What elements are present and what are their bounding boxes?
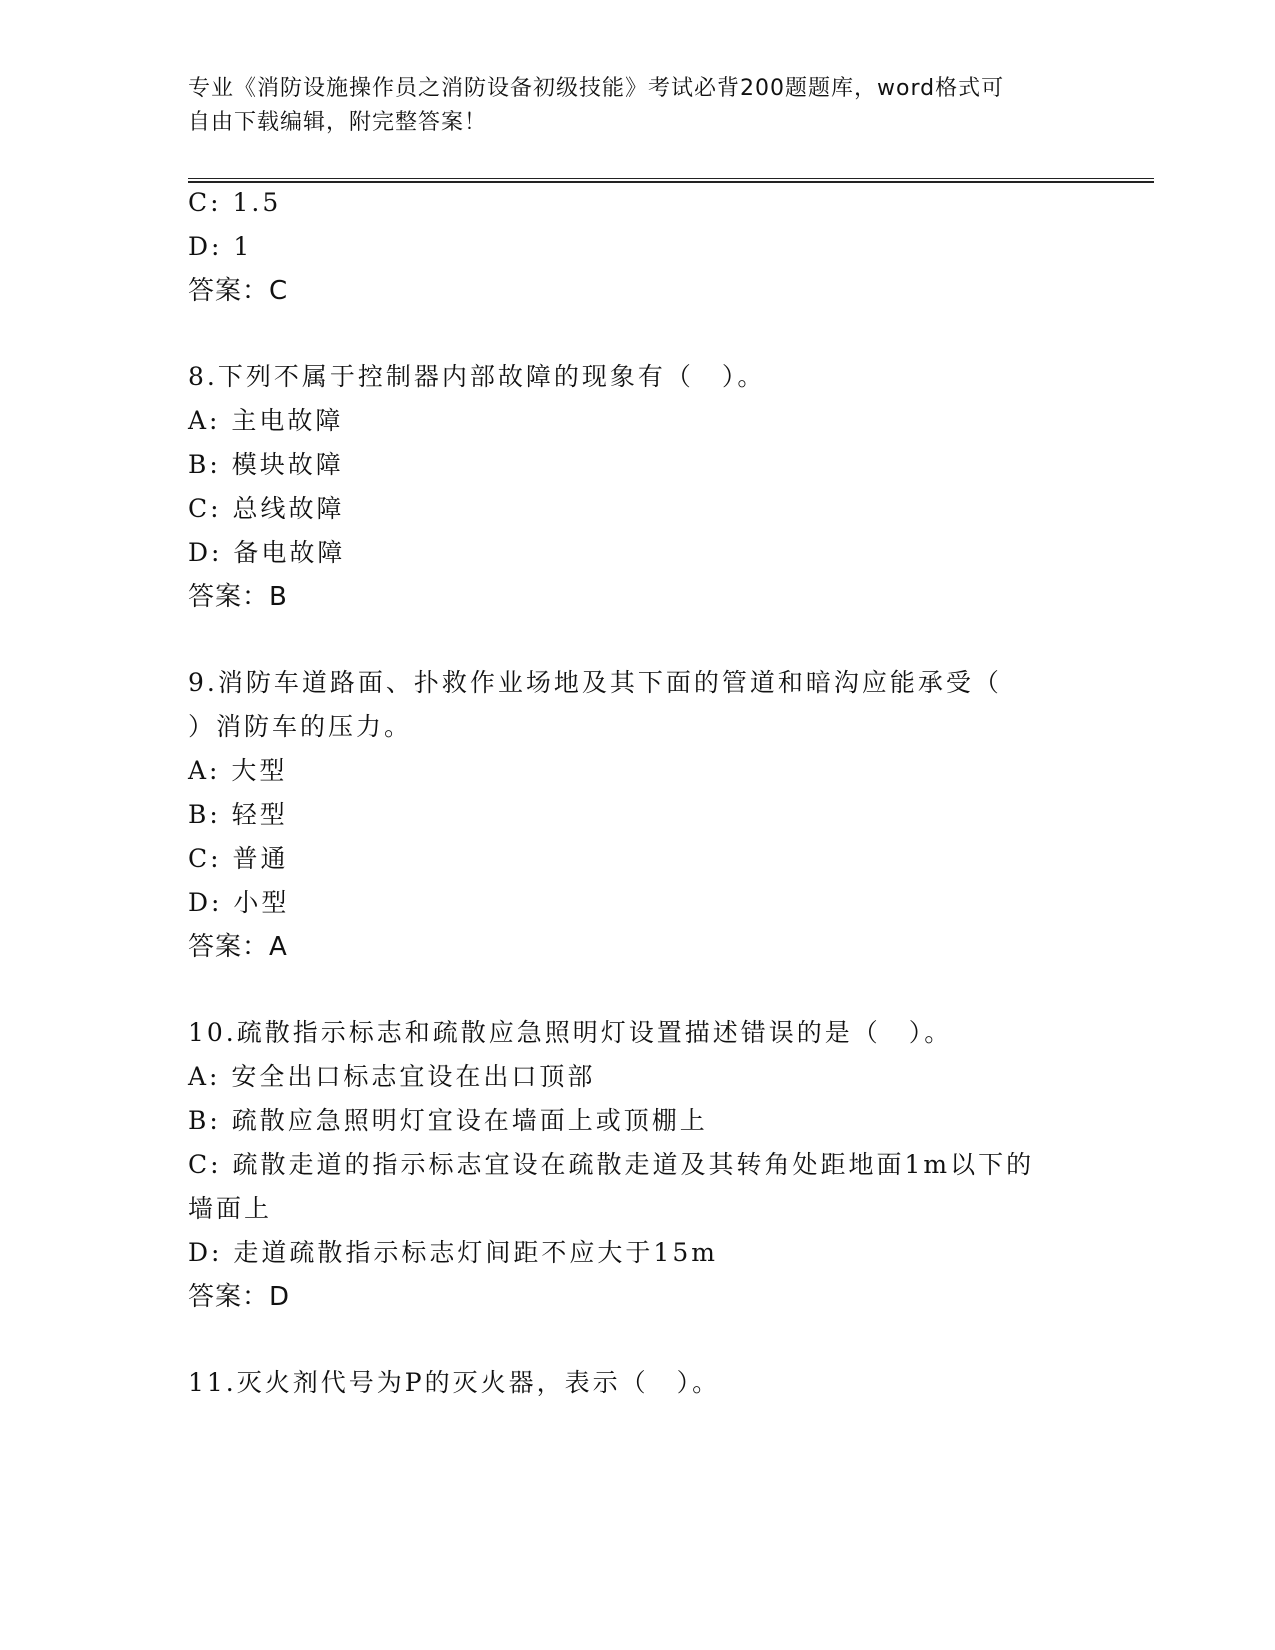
question-10-option-a: A: 安全出口标志宜设在出口顶部 xyxy=(188,1062,596,1091)
question-9-option-a: A: 大型 xyxy=(188,756,288,785)
question-9-option-c: C: 普通 xyxy=(188,844,289,873)
header-title-line-1: 专业《消防设施操作员之消防设备初级技能》考试必背200题题库，word格式可 xyxy=(188,76,1005,101)
question-9-stem-line-1: 9.消防车道路面、扑救作业场地及其下面的管道和暗沟应能承受（ xyxy=(188,668,1002,697)
header-divider xyxy=(188,178,1154,183)
question-9-answer: 答案：A xyxy=(188,932,288,962)
question-8-option-c: C: 总线故障 xyxy=(188,494,345,523)
prev-option-c: C: 1.5 xyxy=(188,188,282,217)
question-9-option-b: B: 轻型 xyxy=(188,800,288,829)
question-11-stem: 11.灭火剂代号为P的灭火器，表示（ ）。 xyxy=(188,1368,721,1397)
question-10-option-b: B: 疏散应急照明灯宜设在墙面上或顶棚上 xyxy=(188,1106,708,1135)
question-8-stem: 8.下列不属于控制器内部故障的现象有（ ）。 xyxy=(188,362,766,391)
question-10-option-c-continued: 墙面上 xyxy=(188,1194,273,1223)
question-10-answer: 答案：D xyxy=(188,1282,291,1312)
question-10-option-d: D: 走道疏散指示标志灯间距不应大于15m xyxy=(188,1238,718,1267)
question-8-option-d: D: 备电故障 xyxy=(188,538,346,567)
question-10-stem: 10.疏散指示标志和疏散应急照明灯设置描述错误的是（ ）。 xyxy=(188,1018,953,1047)
question-8-answer: 答案：B xyxy=(188,582,288,612)
prev-option-d: D: 1 xyxy=(188,232,253,261)
question-9-option-d: D: 小型 xyxy=(188,888,290,917)
document-header xyxy=(188,72,1068,140)
question-8-option-a: A: 主电故障 xyxy=(188,406,344,435)
question-10-option-c: C: 疏散走道的指示标志宜设在疏散走道及其转角处距地面1m以下的 xyxy=(188,1150,1035,1179)
question-9-stem-line-2: ）消防车的压力。 xyxy=(188,712,413,741)
question-8-option-b: B: 模块故障 xyxy=(188,450,344,479)
prev-answer: 答案：C xyxy=(188,276,289,306)
header-title-line-2: 自由下载编辑，附完整答案！ xyxy=(188,110,488,135)
